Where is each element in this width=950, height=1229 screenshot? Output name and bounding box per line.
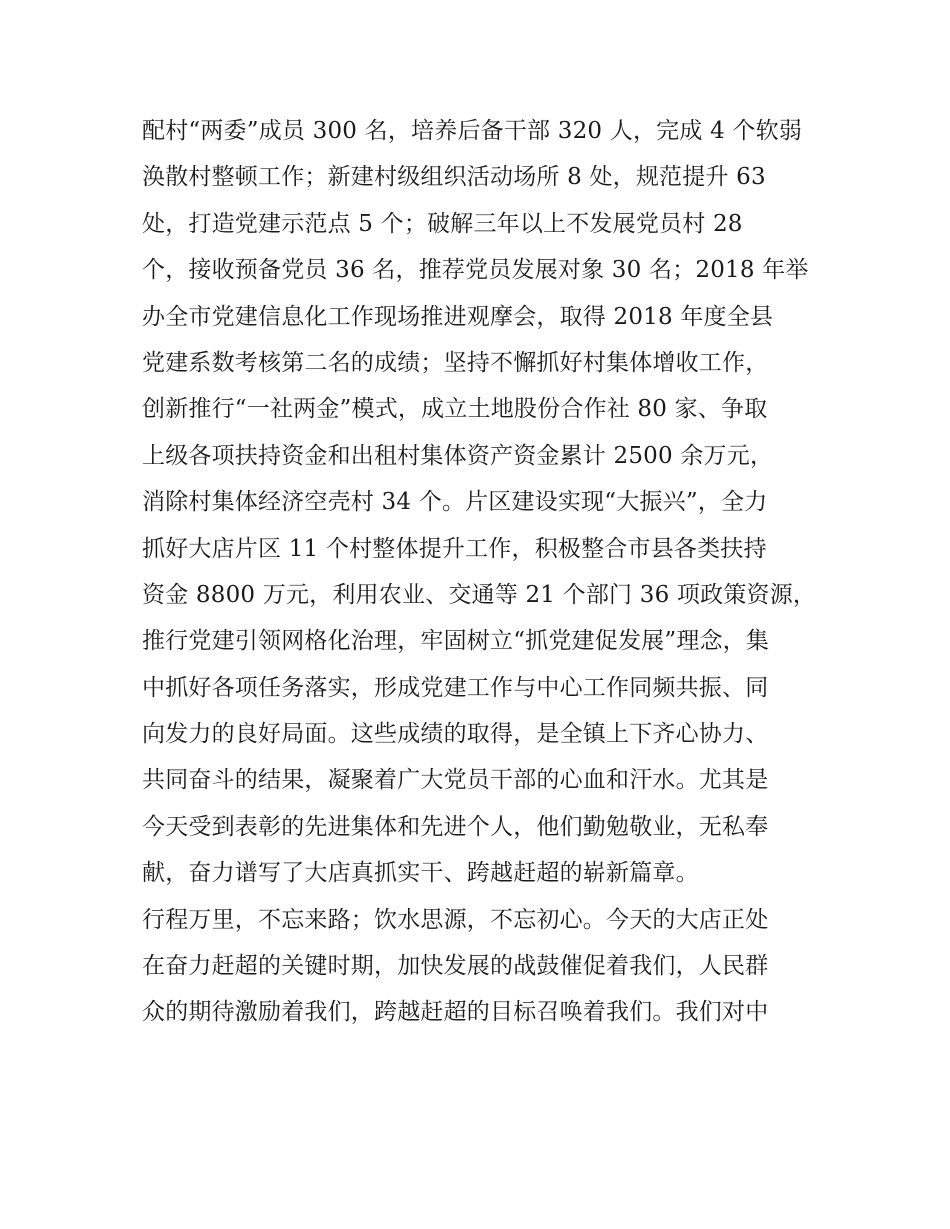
text-line-10: 抓好大店片区 11 个村整体提升工作，积极整合市县各类扶持 — [142, 535, 767, 562]
text-line-20: 众的期待激励着我们，跨越赶超的目标召唤着我们。我们对中 — [142, 999, 769, 1026]
text-line-6: 党建系数考核第二名的成绩；坚持不懈抓好村集体增收工作， — [142, 349, 769, 376]
text-line-13: 中抓好各项任务落实，形成党建工作与中心工作同频共振、同 — [142, 674, 769, 701]
text-line-5: 办全市党建信息化工作现场推进观摩会，取得 2018 年度全县 — [142, 303, 774, 330]
text-line-2: 涣散村整顿工作；新建村级组织活动场所 8 处，规范提升 63 — [142, 164, 766, 191]
text-line-8: 上级各项扶持资金和出租村集体资产资金累计 2500 余万元， — [142, 442, 774, 469]
text-line-14: 向发力的良好局面。这些成绩的取得，是全镇上下齐心协力、 — [142, 721, 769, 748]
text-line-17: 献，奋力谱写了大店真抓实干、跨越赶超的崭新篇章。 — [142, 860, 699, 887]
text-line-19: 在奋力赶超的关键时期，加快发展的战鼓催促着我们，人民群 — [142, 953, 769, 980]
text-line-18: 行程万里，不忘来路；饮水思源，不忘初心。今天的大店正处 — [142, 906, 769, 933]
text-line-9: 消除村集体经济空壳村 34 个。片区建设实现“大振兴”，全力 — [142, 489, 768, 516]
text-line-15: 共同奋斗的结果，凝聚着广大党员干部的心血和汗水。尤其是 — [142, 767, 769, 794]
text-line-16: 今天受到表彰的先进集体和先进个人，他们勤勉敬业，无私奉 — [142, 813, 769, 840]
text-line-7: 创新推行“一社两金”模式，成立土地股份合作社 80 家、争取 — [142, 396, 768, 423]
text-line-12: 推行党建引领网格化治理，牢固树立“抓党建促发展”理念，集 — [142, 628, 770, 655]
text-line-11: 资金 8800 万元，利用农业、交通等 21 个部门 36 项政策资源， — [142, 581, 817, 608]
text-line-1: 配村“两委”成员 300 名，培养后备干部 320 人，完成 4 个软弱 — [142, 118, 803, 144]
body-text — [142, 108, 822, 1036]
text-line-3: 处，打造党建示范点 5 个；破解三年以上不发展党员村 28 — [142, 210, 743, 237]
text-line-4: 个，接收预备党员 36 名，推荐党员发展对象 30 名；2018 年举 — [142, 257, 809, 284]
